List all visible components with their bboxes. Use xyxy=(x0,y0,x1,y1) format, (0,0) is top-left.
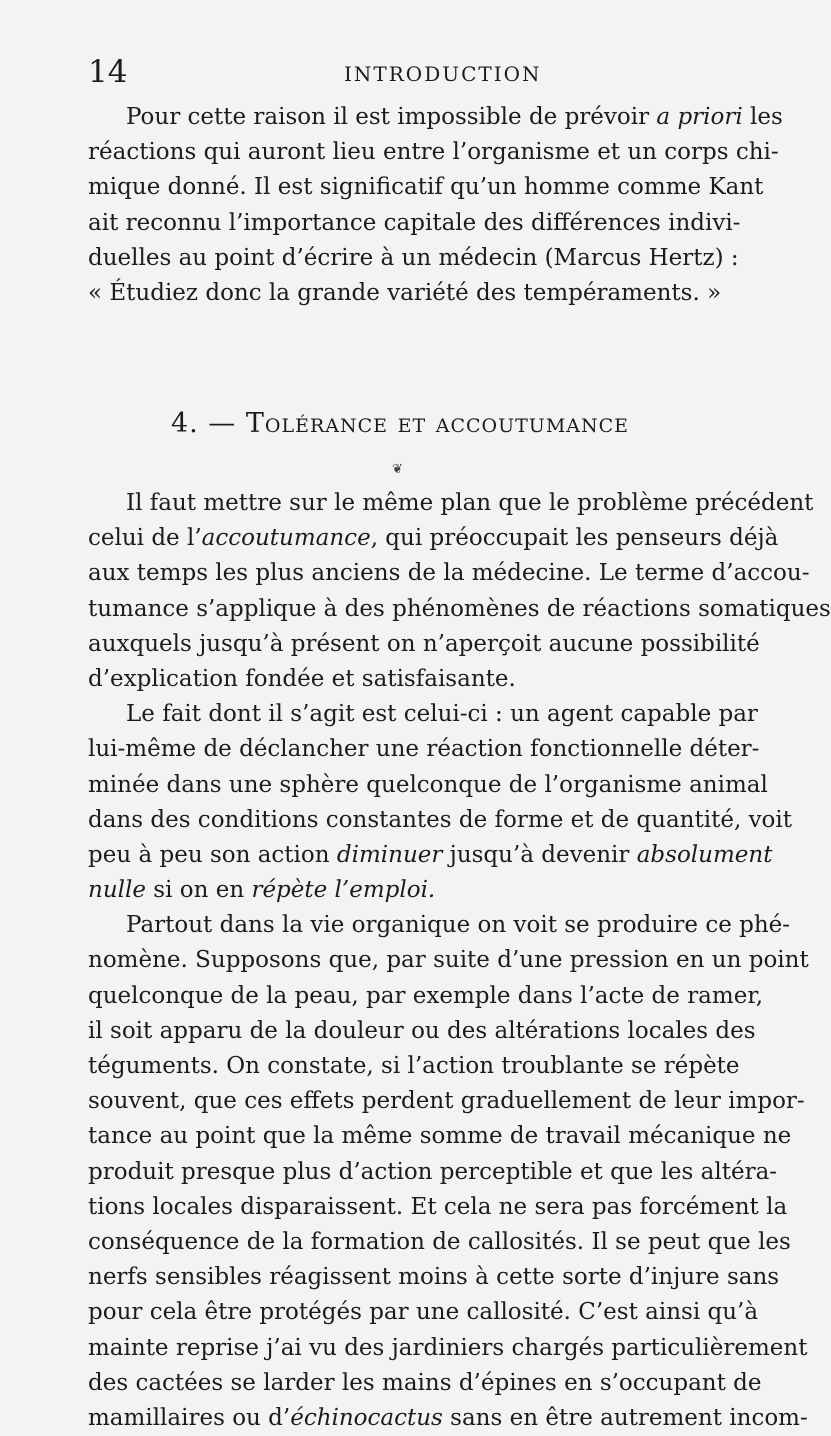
text-line: mainte reprise j’ai vu des jardiniers chargés particulièrement xyxy=(88,1334,808,1361)
text-line: aux temps les plus anciens de la médecine. Le terme d’accou- xyxy=(88,560,810,587)
text-line: auxquels jusqu’à présent on n’aperçoit aucune possibilité xyxy=(88,630,760,657)
text-line: tumance s’applique à des phénomènes de réactions somatiques xyxy=(88,595,831,622)
text-line: conséquence de la formation de callosités. Il se peut que les xyxy=(88,1228,791,1255)
section-heading xyxy=(88,408,712,439)
text-line: mamillaires ou d’échinocactus sans en être autrement incom- xyxy=(88,1404,808,1431)
paragraph-1 xyxy=(88,100,783,311)
section-body xyxy=(88,486,831,1436)
text-line: dans des conditions constantes de forme et de quantité, voit xyxy=(88,806,793,833)
text-line: mique donné. Il est significatif qu’un homme comme Kant xyxy=(88,174,764,201)
text-line: tions locales disparaissent. Et cela ne sera pas forcément la xyxy=(88,1193,788,1220)
text-line: celui de l’accoutumance, qui préoccupait les penseurs déjà xyxy=(88,525,779,552)
text-line: duelles au point d’écrire à un médecin (Marcus Hertz) : xyxy=(88,244,739,271)
text-line: Pour cette raison il est impossible de prévoir a priori les xyxy=(126,104,783,130)
ornament-icon: ❦ xyxy=(392,462,403,477)
text-line: Il faut mettre sur le même plan que le problème précédent xyxy=(126,490,814,516)
text-line: nulle si on en répète l’emploi. xyxy=(88,877,436,904)
text-line: Partout dans la vie organique on voit se produire ce phé- xyxy=(126,912,791,939)
text-line: peu à peu son action diminuer jusqu’à devenir absolument xyxy=(88,841,773,868)
text-line: téguments. On constate, si l’action troublante se répète xyxy=(88,1053,740,1079)
text-line: quelconque de la peau, par exemple dans l’acte de ramer, xyxy=(88,982,764,1009)
page-number: 14 xyxy=(88,54,128,90)
text-line: « Étudiez donc la grande variété des tempéraments. » xyxy=(88,279,722,306)
text-line: nomène. Supposons que, par suite d’une pression en un point xyxy=(88,947,809,974)
page-header xyxy=(88,54,712,94)
text-line: minée dans une sphère quelconque de l’organisme animal xyxy=(88,771,768,798)
text-line: nerfs sensibles réagissent moins à cette sorte d’injure sans xyxy=(88,1264,780,1291)
section-title: Tolérance et accoutumance xyxy=(245,408,630,439)
text-line: il soit apparu de la douleur ou des altérations locales des xyxy=(88,1017,756,1044)
text-line: lui-même de déclancher une réaction fonctionnelle déter- xyxy=(88,736,760,763)
text-line: ait reconnu l’importance capitale des différences indivi- xyxy=(88,209,741,236)
text-line: pour cela être protégés par une callosité. C’est ainsi qu’à xyxy=(88,1299,759,1326)
text-line: réactions qui auront lieu entre l’organisme et un corps chi- xyxy=(88,139,779,166)
text-line: souvent, que ces effets perdent graduellement de leur impor- xyxy=(88,1088,805,1115)
text-line: produit presque plus d’action perceptible et que les altéra- xyxy=(88,1158,778,1185)
text-line: d’explication fondée et satisfaisante. xyxy=(88,665,516,692)
running-head: INTRODUCTION xyxy=(344,62,542,86)
text-line: des cactées se larder les mains d’épines en s’occupant de xyxy=(88,1369,762,1396)
text-line: Le fait dont il s’agit est celui-ci : un agent capable par xyxy=(126,701,758,728)
text-line: tance au point que la même somme de travail mécanique ne xyxy=(88,1123,792,1150)
section-number: 4. — xyxy=(170,408,246,439)
